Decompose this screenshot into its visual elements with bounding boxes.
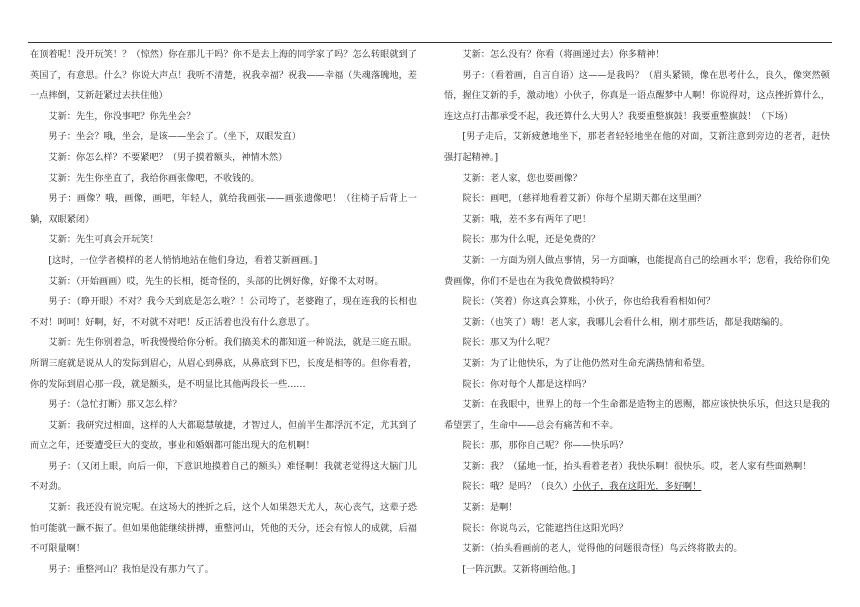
paragraph: 院长：（笑着）你这真会算账，小伙子，你也给我看看相如何？ bbox=[462, 296, 716, 308]
right-column bbox=[444, 45, 830, 580]
underlined-text: 小伙子，我在这阳光，多好啊！ bbox=[572, 481, 702, 493]
paragraph: 艾新：先生你坐直了，我给你画张像吧，不收钱的。 bbox=[48, 172, 260, 184]
paragraph: 院长：那，那你自己呢？你——快乐吗？ bbox=[462, 440, 628, 452]
paragraph: 男子：（急忙打断）那又怎么样？ bbox=[48, 399, 182, 411]
stage-direction: [男子走后，艾新疲惫地坐下，那老者轻轻地坐在他的对面，艾新注意到旁边的老者，赶快强打起精神。] bbox=[444, 131, 830, 163]
paragraph: 艾新：我？（猛地一怔，抬头看着老者）我快乐啊！很快乐。哎，老人家有些面熟啊！ bbox=[462, 460, 812, 472]
paragraph: 艾新：我研究过相面，这样的人大都聪慧敏捷，才智过人，但前半生都浮沉不定，尤其到了而立之年，还要遭受巨大的变故，事业和婚姻都可能出现大的危机啊！ bbox=[30, 419, 417, 452]
paragraph-text: 院长：哦？是吗？（良久） bbox=[462, 481, 573, 493]
paragraph: 院长：画吧，（慈祥地看着艾新）你每个星期天都在这里画？ bbox=[462, 193, 706, 205]
paragraph: 男子：（看着画，自言自语）这——是我吗？（眉头紧锁，像在思考什么，良久，像突然顿悟，握住艾新的手，激动地）小伙子，你真是一语点醒梦中人啊！你说得对，这点挫折算什么，连这点打击都承受不起，我还算什么大男人？我要重整旗鼓！我要重整旗鼓！（下场） bbox=[444, 69, 830, 122]
paragraph: 院长：那为什么呢，还是免费的？ bbox=[462, 234, 601, 246]
paragraph: 男子：（又闭上眼，向后一仰，下意识地摸着自己的额头）难怪啊！我就老觉得这大脑门儿不对劲。 bbox=[30, 460, 417, 493]
top-rule bbox=[28, 42, 832, 43]
paragraph: 艾新：（开始画画）哎，先生的长相，挺奇怪的，头部的比例好像，好像不太对呀。 bbox=[48, 275, 384, 287]
paragraph: 艾新：（抬头看画前的老人，觉得他的问题很奇怪）鸟云终将散去的。 bbox=[462, 543, 743, 555]
paragraph: 男子：重整河山？我怕是没有那力气了。 bbox=[48, 563, 214, 575]
paragraph: 艾新：一方面为别人做点事情，另一方面嘛，也能提高自己的绘画水平；您看，我给你们免费画像，你们不是也在为我免费做模特吗？ bbox=[444, 254, 830, 287]
paragraph: 艾新：哦，差不多有两年了吧！ bbox=[462, 213, 592, 225]
paragraph bbox=[444, 477, 830, 498]
left-column bbox=[30, 45, 417, 580]
paragraph: 男子：坐会？哦，坐会，是该——坐会了。（坐下，双眼发直） bbox=[48, 131, 302, 143]
paragraph: 艾新：先生，你没事吧？你先坐会？ bbox=[48, 110, 196, 122]
paragraph: 艾新：在我眼中，世界上的每一个生命都是造物主的恩赐，都应该快快乐乐，但这只是我的希望罢了，生命中——总会有痛苦和不幸。 bbox=[444, 399, 830, 431]
paragraph: 院长：你说鸟云，它能遮挡住这阳光吗？ bbox=[462, 522, 628, 534]
paragraph: 艾新：先生可真会开玩笑！ bbox=[48, 234, 159, 246]
paragraph: 艾新：我还没有说完呢。在这场大的挫折之后，这个人如果怨天尤人，灰心丧气，这辈子恐怕可能就一蹶不振了。但如果他能继续拼搏，重整河山，凭他的天分，还会有惊人的成就，后福不可限量啊！ bbox=[30, 502, 417, 555]
stage-direction: [一阵沉默。艾新将画给他。] bbox=[462, 563, 576, 575]
paragraph: 男子：画像？哦，画像，画吧，年轻人，就给我画张——画张遗像吧！（往椅子后背上一躺，双眼紧闭） bbox=[30, 193, 417, 225]
stage-direction: [这时，一位学者模样的老人悄悄地站在他们身边，看着艾新画画。] bbox=[48, 254, 318, 266]
paragraph: 院长：你对每个人都是这样吗？ bbox=[462, 378, 592, 390]
paragraph: 在顶着呢！没开玩笑！？（惊然）你在那儿干吗？你不是去上海的同学家了吗？怎么转眼就到了英国了，有意思。什么？你说大声点！我听不清楚，祝我幸福？祝我——幸福（失魂落魄地，差一点摔倒，艾新赶紧过去扶住他） bbox=[30, 49, 417, 102]
paragraph: 艾新：你怎么样？不要紧吧？（男子摸着额头，神情木然） bbox=[48, 151, 288, 163]
paragraph: 艾新：（也笑了）嗨！老人家，我哪儿会看什么相，刚才那些话，都是我瞎编的。 bbox=[462, 316, 789, 328]
paragraph: 艾新：是啊！ bbox=[462, 502, 518, 514]
paragraph: 艾新：先生你别着急，听我慢慢给你分析。我们搞美术的都知道一种说法，就是三庭五眼。所谓三庭就是说从人的发际到眉心，从眉心到鼻底，从鼻底到下巴，长度是相等的。但你看着，你的发际到眉心那一段，就是额头，是不明显比其他两段长一些…… bbox=[30, 337, 417, 390]
paragraph: 艾新：老人家，您也要画像？ bbox=[462, 172, 582, 184]
paragraph: 男子：（睁开眼）不对？我今天到底是怎么啦？！公司垮了，老婆跑了，现在连我的长相也不对！呵呵！好啊，好，不对就不对吧！反正活着也没有什么意思了。 bbox=[30, 296, 417, 328]
paragraph: 艾新：怎么没有？你看（将画递过去）你多精神！ bbox=[462, 49, 665, 60]
paragraph: 艾新：为了让他快乐，为了让他仍然对生命充满热情和希望。 bbox=[462, 357, 711, 369]
paragraph: 院长：那又为什么呢？ bbox=[462, 337, 555, 349]
